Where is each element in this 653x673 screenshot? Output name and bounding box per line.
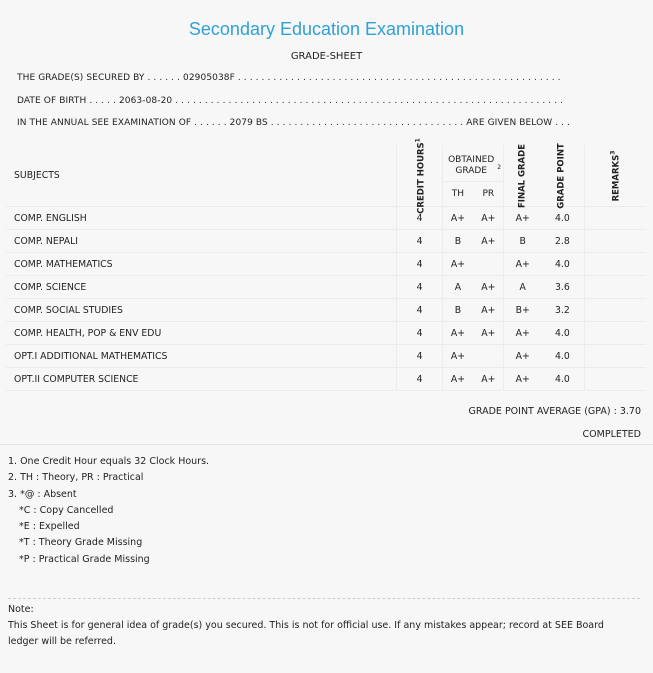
theory-grade-cell: A+ [442, 345, 473, 368]
remarks-cell [584, 276, 646, 299]
theory-grade-cell: A+ [442, 207, 473, 230]
grade-point-cell: 4.0 [541, 368, 584, 391]
credit-hours-cell: 4 [397, 276, 442, 299]
grade-point-cell: 2.8 [541, 230, 584, 253]
student-symbol-line: THE GRADE(S) SECURED BY . . . . . . 02905038F . . . . . . . . . . . . . . . . . . . . . . . . . . . . . . . . . . . . . . . . . . . . . . . . . . . . . . . [17, 73, 561, 83]
grades-table [6, 137, 646, 391]
remarks-cell [584, 368, 646, 391]
legend-notes [8, 454, 209, 568]
theory-grade-cell: B [442, 230, 473, 253]
practical-grade-cell: A+ [473, 299, 504, 322]
credit-hours-header: CREDIT HOURS$^1$ [397, 145, 442, 207]
final-grade-cell: A+ [504, 253, 541, 276]
subject-cell: COMP. HEALTH, POP & ENV EDU [6, 322, 397, 345]
date-of-birth-line: DATE OF BIRTH . . . . . 2063-08-20 . . . . . . . . . . . . . . . . . . . . . . . . . . . . . . . . . . . . . . . . . . . . . . . . . . . . . . . . . . . . . . . . . . [17, 96, 564, 106]
practical-grade-cell: A+ [473, 368, 504, 391]
subject-cell: COMP. SCIENCE [6, 276, 397, 299]
subject-cell: COMP. ENGLISH [6, 207, 397, 230]
final-grade-cell: A+ [504, 207, 541, 230]
remarks-cell [584, 253, 646, 276]
footer-text: This Sheet is for general idea of grade(s) you secured. This is not for official use. If any mistakes appear; record at SEE Board ledger will be referred. [8, 620, 604, 647]
grade-point-cell: 4.0 [541, 345, 584, 368]
final-grade-cell: B+ [504, 299, 541, 322]
grade-point-cell: 4.0 [541, 207, 584, 230]
final-grade-cell: A+ [504, 368, 541, 391]
subject-cell: COMP. NEPALI [6, 230, 397, 253]
table-row [6, 345, 646, 368]
remarks-cell [584, 299, 646, 322]
divider [0, 444, 653, 445]
final-grade-header: FINAL GRADE [504, 145, 541, 207]
practical-grade-cell: A+ [473, 207, 504, 230]
subject-cell: OPT.II COMPUTER SCIENCE [6, 368, 397, 391]
subject-cell: COMP. SOCIAL STUDIES [6, 299, 397, 322]
grade-point-cell: 3.6 [541, 276, 584, 299]
obtained-grade-header: OBTAINED GRADE $^2$ [442, 145, 504, 182]
page-title: Secondary Education Examination [188, 19, 465, 39]
note-item: 1. One Credit Hour equals 32 Clock Hours. [8, 456, 210, 467]
practical-grade-cell [473, 345, 504, 368]
practical-grade-cell: A+ [473, 230, 504, 253]
grade-point-header: GRADE POINT [541, 145, 584, 207]
practical-grade-cell [473, 253, 504, 276]
footer-note [8, 602, 633, 650]
theory-grade-cell: A+ [442, 253, 473, 276]
note-item: *T : Theory Grade Missing [19, 537, 143, 549]
subjects-header: SUBJECTS [6, 145, 397, 207]
note-item: *E : Expelled [19, 521, 80, 533]
final-grade-cell: A [504, 276, 541, 299]
subject-cell: COMP. MATHEMATICS [6, 253, 397, 276]
grade-point-cell: 4.0 [541, 253, 584, 276]
final-grade-cell: A+ [504, 322, 541, 345]
final-grade-cell: A+ [504, 345, 541, 368]
subject-cell: OPT.I ADDITIONAL MATHEMATICS [6, 345, 397, 368]
practical-grade-cell: A+ [473, 322, 504, 345]
note-item: *P : Practical Grade Missing [19, 553, 150, 565]
remarks-cell [584, 230, 646, 253]
completion-status: COMPLETED [582, 429, 641, 440]
final-grade-cell: B [504, 230, 541, 253]
table-row [6, 230, 646, 253]
credit-hours-cell: 4 [397, 253, 442, 276]
remarks-header: REMARKS$^3$ [584, 145, 646, 207]
th-header: TH [442, 182, 473, 207]
theory-grade-cell: A+ [442, 322, 473, 345]
practical-grade-cell: A+ [473, 276, 504, 299]
credit-hours-cell: 4 [397, 230, 442, 253]
note-item: *C : Copy Cancelled [19, 504, 114, 516]
footer-label: Note: [8, 604, 34, 615]
theory-grade-cell: A+ [442, 368, 473, 391]
exam-year-line: IN THE ANNUAL SEE EXAMINATION OF . . . . . . 2079 BS . . . . . . . . . . . . . . . . . . . . . . . . . . . . . . . . . ARE GIVEN BELOW . . . [17, 118, 571, 128]
note-item: 2. TH : Theory, PR : Practical [8, 472, 144, 484]
table-row [6, 299, 646, 322]
table-row [6, 368, 646, 391]
table-row [6, 253, 646, 276]
table-row [6, 207, 646, 230]
footer-divider [8, 598, 640, 599]
credit-hours-cell: 4 [397, 345, 442, 368]
grade-point-cell: 3.2 [541, 299, 584, 322]
table-header-row [6, 145, 646, 182]
grade-sheet-heading: GRADE-SHEET [290, 51, 363, 62]
gpa-summary: GRADE POINT AVERAGE (GPA) : 3.70 [468, 406, 641, 417]
theory-grade-cell: A [442, 276, 473, 299]
table-row [6, 322, 646, 345]
credit-hours-cell: 4 [397, 322, 442, 345]
note-item: 3. *@ : Absent [8, 488, 77, 500]
credit-hours-cell: 4 [397, 299, 442, 322]
table-row [6, 276, 646, 299]
remarks-cell [584, 207, 646, 230]
theory-grade-cell: B [442, 299, 473, 322]
grade-point-cell: 4.0 [541, 322, 584, 345]
credit-hours-cell: 4 [397, 207, 442, 230]
pr-header: PR [473, 182, 504, 207]
remarks-cell [584, 322, 646, 345]
remarks-cell [584, 345, 646, 368]
credit-hours-cell: 4 [397, 368, 442, 391]
